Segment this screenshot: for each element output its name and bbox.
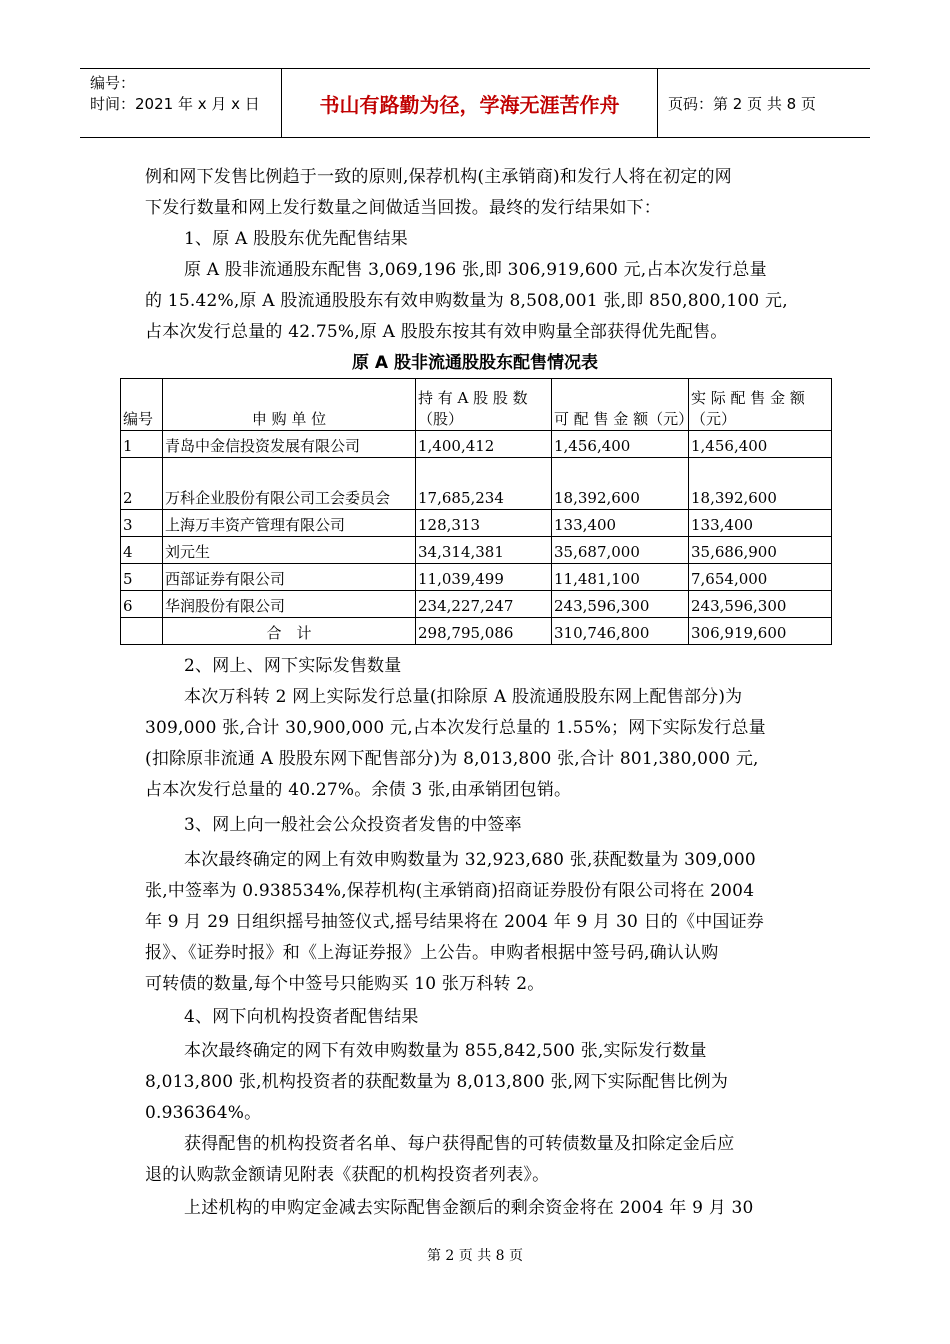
row-allocable: 243,596,300 bbox=[552, 591, 689, 618]
table-row bbox=[121, 458, 832, 510]
row-shares: 17,685,234 bbox=[416, 458, 552, 510]
row-actual: 133,400 bbox=[689, 510, 832, 537]
header-motto: 书山有路勤为径，学海无涯苦作舟 bbox=[282, 69, 658, 137]
table-row bbox=[121, 510, 832, 537]
paragraph-line: 占本次发行总量的 40.27%。余债 3 张,由承销团包销。 bbox=[145, 780, 572, 800]
row-unit: 刘元生 bbox=[163, 537, 416, 564]
row-allocable: 11,481,100 bbox=[552, 564, 689, 591]
row-allocable: 1,456,400 bbox=[552, 431, 689, 458]
paragraph-line: 本次最终确定的网上有效申购数量为 32,923,680 张,获配数量为 309,000 bbox=[184, 850, 756, 870]
row-shares: 234,227,247 bbox=[416, 591, 552, 618]
paragraph-line: 下发行数量和网上发行数量之间做适当回拨。最终的发行结果如下： bbox=[145, 198, 661, 218]
row-number: 6 bbox=[121, 591, 163, 618]
paragraph-line: 可转债的数量,每个中签号只能购买 10 张万科转 2。 bbox=[145, 974, 545, 994]
header-number: 编号： bbox=[90, 74, 136, 92]
row-allocable: 133,400 bbox=[552, 510, 689, 537]
header-cell: 可 配 售 金 额（元） bbox=[552, 379, 689, 431]
paragraph-line: 8,013,800 张,机构投资者的获配数量为 8,013,800 张,网下实际配售比例为 bbox=[145, 1072, 729, 1092]
page-footer: 第 2 页 共 8 页 bbox=[426, 1248, 524, 1264]
row-actual: 35,686,900 bbox=[689, 537, 832, 564]
row-actual: 18,392,600 bbox=[689, 458, 832, 510]
total-shares: 298,795,086 bbox=[416, 618, 552, 645]
paragraph-line: 获得配售的机构投资者名单、每户获得配售的可转债数量及扣除定金后应 bbox=[184, 1134, 735, 1154]
total-allocable: 310,746,800 bbox=[552, 618, 689, 645]
total-actual: 306,919,600 bbox=[689, 618, 832, 645]
header-page-info: 页码：第 2 页 共 8 页 bbox=[668, 94, 816, 113]
row-unit: 万科企业股份有限公司工会委员会 bbox=[163, 458, 416, 510]
paragraph-line: 例和网下发售比例趋于一致的原则,保荐机构(主承销商)和发行人将在初定的网 bbox=[145, 167, 732, 187]
header-meta bbox=[80, 69, 282, 137]
section-heading: 4、网下向机构投资者配售结果 bbox=[184, 1007, 419, 1027]
paragraph-line: 年 9 月 29 日组织摇号抽签仪式,摇号结果将在 2004 年 9 月 30 日的《中国证券 bbox=[145, 912, 764, 932]
row-allocable: 35,687,000 bbox=[552, 537, 689, 564]
paragraph-line: 上述机构的申购定金减去实际配售金额后的剩余资金将在 2004 年 9 月 30 bbox=[184, 1198, 754, 1218]
row-actual: 7,654,000 bbox=[689, 564, 832, 591]
allocation-table bbox=[120, 378, 832, 645]
row-allocable: 18,392,600 bbox=[552, 458, 689, 510]
row-number: 3 bbox=[121, 510, 163, 537]
table-total-row bbox=[121, 618, 832, 645]
row-shares: 11,039,499 bbox=[416, 564, 552, 591]
paragraph-line: 占本次发行总量的 42.75%,原 A 股股东按其有效申购量全部获得优先配售。 bbox=[145, 322, 728, 342]
table-header-row bbox=[121, 379, 832, 431]
row-unit: 西部证券有限公司 bbox=[163, 564, 416, 591]
row-number: 1 bbox=[121, 431, 163, 458]
row-number bbox=[121, 618, 163, 645]
page-header bbox=[80, 68, 870, 138]
header-cell: 持 有 A 股 股 数（股） bbox=[416, 379, 552, 431]
total-label: 合 计 bbox=[163, 618, 416, 645]
table-row bbox=[121, 564, 832, 591]
row-unit: 华润股份有限公司 bbox=[163, 591, 416, 618]
paragraph-line: 报》、《证券时报》和《上海证券报》上公告。申购者根据中签号码,确认认购 bbox=[145, 943, 719, 963]
paragraph-line: 原 A 股非流通股东配售 3,069,196 张,即 306,919,600 元,占本次发行总量 bbox=[184, 260, 767, 280]
row-number: 4 bbox=[121, 537, 163, 564]
row-number: 5 bbox=[121, 564, 163, 591]
table-title: 原 A 股非流通股股东配售情况表 bbox=[352, 353, 598, 373]
row-shares: 128,313 bbox=[416, 510, 552, 537]
paragraph-line: 张,中签率为 0.938534%,保荐机构(主承销商)招商证券股份有限公司将在 2004 bbox=[145, 881, 755, 901]
paragraph-line: 本次万科转 2 网上实际发行总量(扣除原 A 股流通股股东网上配售部分)为 bbox=[184, 687, 743, 707]
row-actual: 1,456,400 bbox=[689, 431, 832, 458]
paragraph-line: 本次最终确定的网下有效申购数量为 855,842,500 张,实际发行数量 bbox=[184, 1041, 707, 1061]
row-shares: 1,400,412 bbox=[416, 431, 552, 458]
paragraph-line: 退的认购款金额请见附表《获配的机构投资者列表》。 bbox=[145, 1165, 550, 1185]
header-cell: 实 际 配 售 金 额（元） bbox=[689, 379, 832, 431]
paragraph-line: (扣除原非流通 A 股股东网下配售部分)为 8,013,800 张,合计 801,380,000 元, bbox=[145, 749, 759, 769]
table-row bbox=[121, 431, 832, 458]
header-time: 时间：2021 年 x 月 x 日 bbox=[90, 95, 260, 113]
section-heading: 2、网上、网下实际发售数量 bbox=[184, 656, 402, 676]
section-heading: 3、网上向一般社会公众投资者发售的中签率 bbox=[184, 815, 522, 835]
row-shares: 34,314,381 bbox=[416, 537, 552, 564]
table-row bbox=[121, 591, 832, 618]
row-number: 2 bbox=[121, 458, 163, 510]
section-heading: 1、原 A 股股东优先配售结果 bbox=[184, 229, 408, 249]
paragraph-line: 的 15.42%,原 A 股流通股股东有效申购数量为 8,508,001 张,即 850,800,100 元, bbox=[145, 291, 788, 311]
row-unit: 青岛中金信投资发展有限公司 bbox=[163, 431, 416, 458]
header-cell: 申 购 单 位 bbox=[163, 379, 416, 431]
paragraph-line: 0.936364%。 bbox=[145, 1103, 262, 1123]
paragraph-line: 309,000 张,合计 30,900,000 元,占本次发行总量的 1.55%；网下实际发行总量 bbox=[145, 718, 766, 738]
row-unit: 上海万丰资产管理有限公司 bbox=[163, 510, 416, 537]
table-row bbox=[121, 537, 832, 564]
header-cell: 编号 bbox=[121, 379, 163, 431]
row-actual: 243,596,300 bbox=[689, 591, 832, 618]
